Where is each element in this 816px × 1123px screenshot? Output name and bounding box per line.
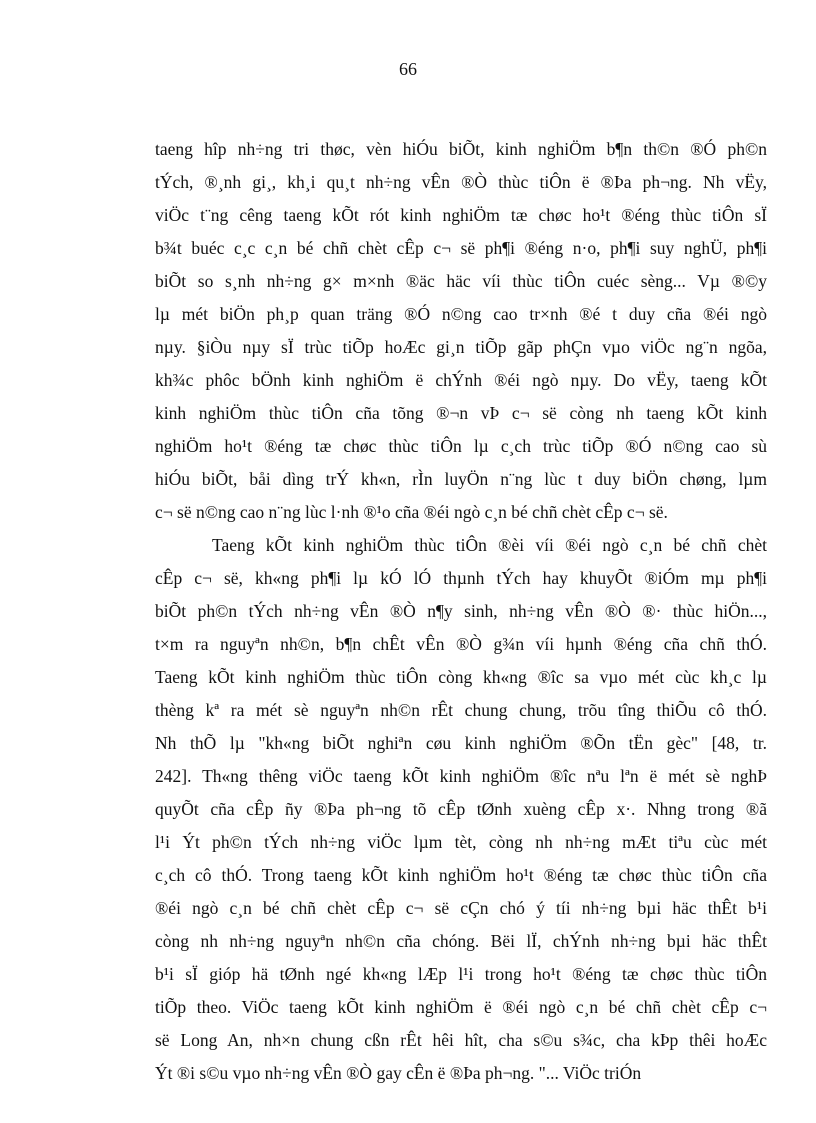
paragraph xyxy=(155,529,767,1090)
text-line: b¹i sÏ gióp hä tØnh ngé kh«ng lÆp l¹i trong ho¹t ®éng tæ chøc thùc tiÔn xyxy=(155,964,767,984)
paragraph xyxy=(155,133,767,529)
text-line: taeng hîp nh÷ng tri thøc, vèn hiÓu biÕt, kinh nghiÖm b¶n th©n ®Ó ph©n xyxy=(155,139,767,159)
text-line: kinh nghiÖm thùc tiÔn cña tõng ®¬n vÞ c¬ së còng nh taeng kÕt kinh xyxy=(155,403,767,423)
text-line: lµ mét biÖn ph¸p quan träng ®Ó n©ng cao tr×nh ®é t duy cña ®éi ngò xyxy=(155,304,767,324)
text-line: quyÕt cña cÊp ñy ®Þa ph¬ng tõ cÊp tØnh xuèng cÊp x·. Nhng trong ®ã xyxy=(155,799,767,819)
text-line: t×m ra nguyªn nh©n, b¶n chÊt vÊn ®Ò g¾n víi hµnh ®éng cña chñ thÓ. xyxy=(155,634,767,654)
text-line: Taeng kÕt kinh nghiÖm thùc tiÔn còng kh«ng ®îc sa vµo mét cùc kh¸c lµ xyxy=(155,667,767,687)
text-line: Taeng kÕt kinh nghiÖm thùc tiÔn ®èi víi ®éi ngò c¸n bé chñ chèt xyxy=(212,535,767,555)
text-line: biÕt so s¸nh nh÷ng g× m×nh ®äc häc víi thùc tiÔn cuéc sèng... Vµ ®©y xyxy=(155,271,767,291)
text-line: nghiÖm ho¹t ®éng tæ chøc thùc tiÔn lµ c¸ch trùc tiÕp ®Ó n©ng cao sù xyxy=(155,436,767,456)
text-line: biÕt ph©n tÝch nh÷ng vÊn ®Ò n¶y sinh, nh÷ng vÊn ®Ò ®· thùc hiÖn..., xyxy=(155,601,767,621)
text-line: tÝch, ®¸nh gi¸, kh¸i qu¸t nh÷ng vÊn ®Ò thùc tiÔn ë ®Þa ph¬ng. Nh vËy, xyxy=(155,172,767,192)
text-line: tiÕp theo. ViÖc taeng kÕt kinh nghiÖm ë ®éi ngò c¸n bé chñ chèt cÊp c¬ xyxy=(155,997,767,1017)
text-line: kh¾c phôc bÖnh kinh nghiÖm ë chÝnh ®éi ngò nµy. Do vËy, taeng kÕt xyxy=(155,370,767,390)
text-line: còng nh nh÷ng nguyªn nh©n cña chóng. Bëi lÏ, chÝnh nh÷ng bµi häc thÊt xyxy=(155,931,767,951)
text-line: ®éi ngò c¸n bé chñ chèt cÊp c¬ së cÇn chó ý tíi nh÷ng bµi häc thÊt b¹i xyxy=(155,898,767,918)
text-line: 242]. Th«ng thêng viÖc taeng kÕt kinh nghiÖm ®îc nªu lªn ë mét sè nghÞ xyxy=(155,766,767,786)
text-line: l¹i Ýt ph©n tÝch nh÷ng viÖc lµm tèt, còng nh nh÷ng mÆt tiªu cùc mét xyxy=(155,832,767,852)
text-line: thèng kª ra mét sè nguyªn nh©n rÊt chung chung, trõu tîng thiÕu cô thÓ. xyxy=(155,700,767,720)
text-line: Ýt ®i s©u vµo nh÷ng vÊn ®Ò gay cÊn ë ®Þa ph¬ng. "... ViÖc triÓn xyxy=(155,1063,642,1083)
text-line: c¬ së n©ng cao n¨ng lùc l·nh ®¹o cña ®éi ngò c¸n bé chñ chèt cÊp c¬ së. xyxy=(155,502,668,522)
text-line: c¸ch cô thÓ. Trong taeng kÕt kinh nghiÖm ho¹t ®éng tæ chøc thùc tiÔn cña xyxy=(155,865,767,885)
page-number: 66 xyxy=(399,59,417,79)
paragraph-container xyxy=(155,133,767,1090)
text-line: viÖc t¨ng cêng taeng kÕt rót kinh nghiÖm tæ chøc ho¹t ®éng thùc tiÔn sÏ xyxy=(155,205,767,225)
text-line: nµy. §iÒu nµy sÏ trùc tiÕp hoÆc gi¸n tiÕp gãp phÇn vµo viÖc ng¨n ngõa, xyxy=(155,337,767,357)
text-line: së Long An, nh×n chung cßn rÊt hêi hît, cha s©u s¾c, cha kÞp thêi hoÆc xyxy=(155,1030,767,1050)
text-line: Nh thÕ lµ "kh«ng biÕt nghiªn cøu kinh nghiÖm ®Õn tËn gèc" [48, tr. xyxy=(155,733,767,753)
text-line: cÊp c¬ së, kh«ng ph¶i lµ kÓ lÓ thµnh tÝch hay khuyÕt ®iÓm mµ ph¶i xyxy=(155,568,767,588)
body-text xyxy=(155,133,767,1090)
text-line: hiÓu biÕt, båi dìng trÝ kh«n, rÌn luyÖn n¨ng lùc t duy biÖn chøng, lµm xyxy=(155,469,767,489)
text-line: b¾t buéc c¸c c¸n bé chñ chèt cÊp c¬ së ph¶i ®éng n·o, ph¶i suy nghÜ, ph¶i xyxy=(155,238,767,258)
